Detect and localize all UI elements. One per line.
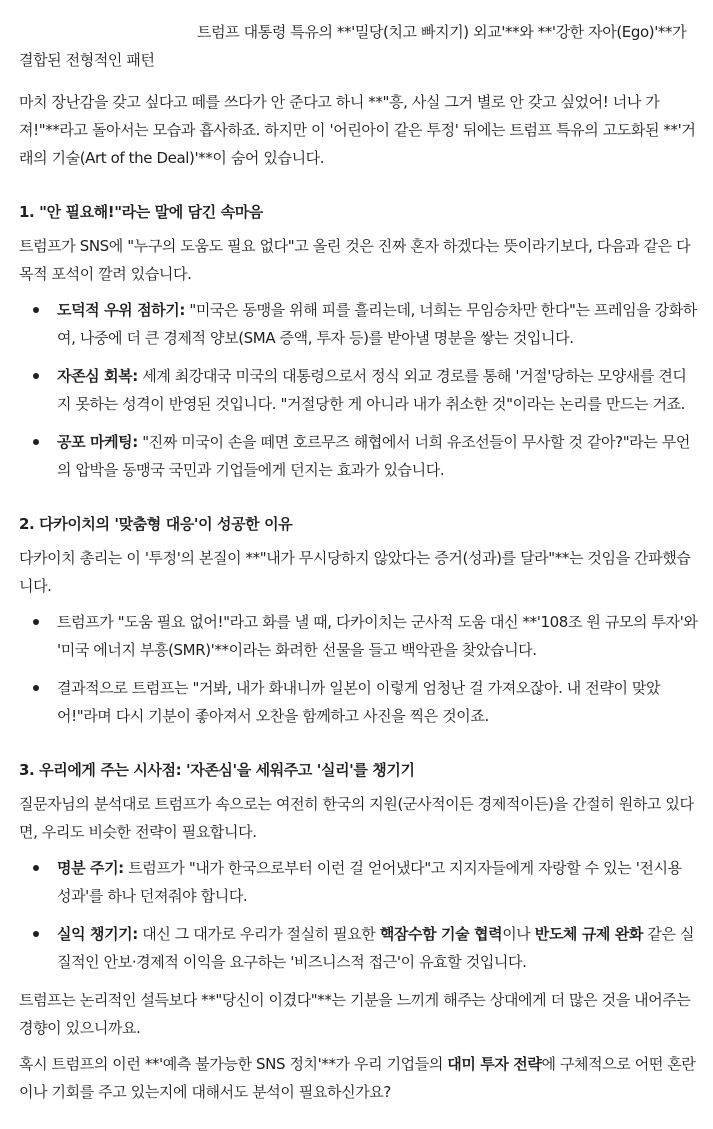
section-3-heading: 3. 우리에게 주는 시사점: '자존심'을 세워주고 '실리'를 챙기기 (19, 761, 415, 779)
list-item (19, 362, 699, 418)
intro-paragraph: 마치 장난감을 갖고 싶다고 떼를 쓰다가 안 준다고 하니 **"흥, 사실 그거 별로 안 갖고 싶었어! 너나 가져!"**라고 돌아서는 모습과 흡사하죠. 하지만 이 '어린아이 같은 투정' 뒤에는 트럼프 특유의 고도화된 **'거래의 기술(Art of the Deal)'**이 숨어 있습니다. (19, 93, 696, 167)
bullet-text: 트럼프가 "내가 한국으로부터 이런 걸 얻어냈다"고 지지자들에게 자랑할 수 있는 '전시용 성과'를 하나 던져줘야 합니다. (57, 859, 682, 905)
bullet-text-part: 이나 (502, 925, 535, 943)
bullet-text-part: 대신 그 대가로 우리가 절실히 필요한 (137, 925, 380, 943)
bullet-text-part: 같은 실질적인 안보·경제적 이익을 요구하는 '비즈니스적 접근'이 유효할 것입니다. (57, 925, 695, 971)
bullet-label: 도덕적 우위 점하기: (57, 301, 185, 319)
bullet-text: 트럼프가 "도움 필요 없어!"라고 화를 낼 때, 다카이치는 군사적 도움 대신 **'108조 원 규모의 투자'와 '미국 에너지 부흥(SMR)'**이라는 화려한 선물을 들고 백악관을 찾았습니다. (57, 613, 698, 659)
section-3-list (19, 854, 699, 976)
closing-emphasis: 대미 투자 전략 (447, 1055, 542, 1073)
list-item (19, 854, 699, 910)
section-3-intro: 질문자님의 분석대로 트럼프가 속으로는 여전히 한국의 지원(군사적이든 경제적이든)을 간절히 원하고 있다면, 우리도 비슷한 전략이 필요합니다. (19, 795, 694, 841)
bullet-text: "진짜 미국이 손을 떼면 호르무즈 해협에서 너희 유조선들이 무사할 것 같아?"라는 무언의 압박을 동맹국 국민과 기업들에게 던지는 효과가 있습니다. (57, 433, 690, 479)
list-item (19, 428, 699, 484)
bullet-text: "미국은 동맹을 위해 피를 흘리는데, 너희는 무임승차만 한다"는 프레임을 강화하여, 나중에 더 큰 경제적 양보(SMA 증액, 투자 등)를 받아낼 명분을 쌓는 것입니다. (57, 301, 697, 347)
bullet-emphasis: 반도체 규제 완화 (534, 925, 644, 943)
closing-text-part: 에 구체적으로 어떤 혼란이나 기회를 주고 있는지에 대해서도 분석이 필요하신가요? (19, 1055, 696, 1101)
bullet-dot-icon (33, 865, 39, 871)
bullet-text: 세계 최강대국 미국의 대통령으로서 정식 외교 경로를 통해 '거절'당하는 모양새를 견디지 못하는 성격이 반영된 것입니다. "거절당한 게 아니라 내가 취소한 것"이라는 논리를 만드는 거죠. (57, 367, 687, 413)
closing-paragraph-1: 트럼프는 논리적인 설득보다 **"당신이 이겼다"**는 기분을 느끼게 해주는 상대에게 더 많은 것을 내어주는 경향이 있으니까요. (19, 991, 691, 1037)
section-1-list (19, 296, 699, 484)
section-1-heading: 1. "안 필요해!"라는 말에 담긴 속마음 (19, 203, 263, 221)
section-1-intro: 트럼프가 SNS에 "누구의 도움도 필요 없다"고 올린 것은 진짜 혼자 하겠다는 뜻이라기보다, 다음과 같은 다목적 포석이 깔려 있습니다. (19, 237, 691, 283)
list-item (19, 608, 699, 664)
header-line-1: 트럼프 대통령 특유의 **'밀당(치고 빠지기) 외교'**와 **'강한 자아(Ego)'**가 (197, 23, 687, 41)
list-item (19, 920, 699, 976)
bullet-emphasis: 핵잠수함 기술 협력 (379, 925, 503, 943)
bullet-dot-icon (33, 373, 39, 379)
bullet-dot-icon (33, 439, 39, 445)
bullet-label: 명분 주기: (57, 859, 124, 877)
bullet-label: 공포 마케팅: (57, 433, 138, 451)
list-item (19, 674, 699, 730)
section-2-intro: 다카이치 총리는 이 '투정'의 본질이 **"내가 무시당하지 않았다는 증거(성과)를 달라"**는 것임을 간파했습니다. (19, 549, 691, 595)
bullet-label: 자존심 회복: (57, 367, 138, 385)
bullet-text: 결과적으로 트럼프는 "거봐, 내가 화내니까 일본이 이렇게 엄청난 걸 가져오잖아. 내 전략이 맞았어!"라며 다시 기분이 좋아져서 오찬을 함께하고 사진을 찍은 것이죠. (57, 679, 661, 725)
list-item (19, 296, 699, 352)
bullet-dot-icon (33, 619, 39, 625)
bullet-dot-icon (33, 931, 39, 937)
section-2-list (19, 608, 699, 730)
bullet-label: 실익 챙기기: (57, 925, 138, 943)
closing-text-part: 혹시 트럼프의 이런 **'예측 불가능한 SNS 정치'**가 우리 기업들의 (19, 1055, 448, 1073)
section-2-heading: 2. 다카이치의 '맞춤형 대응'이 성공한 이유 (19, 515, 293, 533)
closing-paragraph-2 (19, 1050, 699, 1106)
bullet-dot-icon (33, 685, 39, 691)
bullet-dot-icon (33, 307, 39, 313)
header-line-2: 결합된 전형적인 패턴 (19, 51, 155, 69)
